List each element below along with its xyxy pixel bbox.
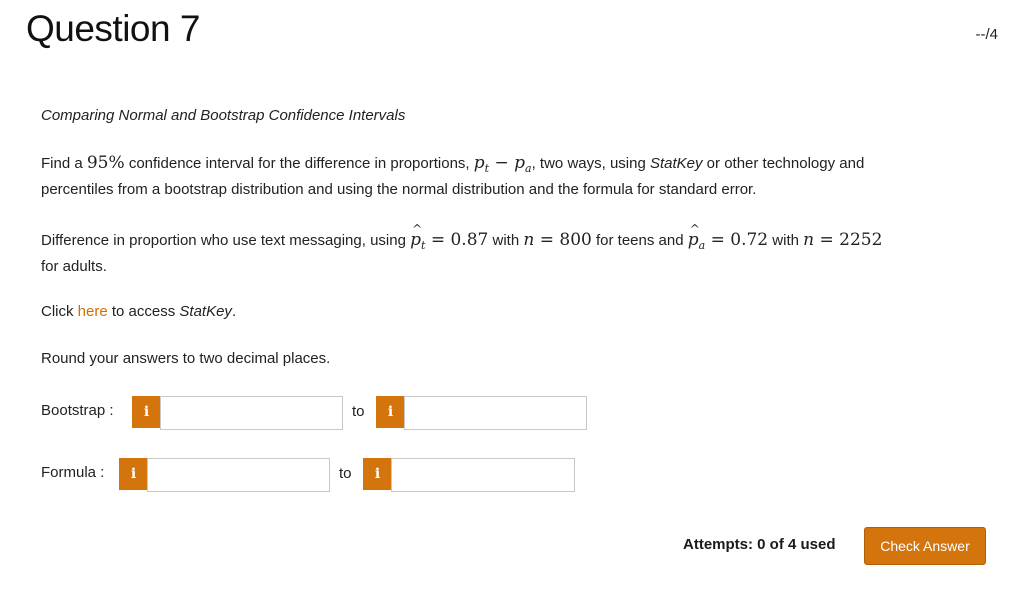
statkey-link[interactable]: here — [77, 303, 108, 320]
formula-label: Formula : — [41, 464, 105, 481]
p2-text: for teens and — [591, 232, 688, 249]
p-variable: p — [514, 153, 526, 173]
problem-statement — [41, 151, 864, 202]
bootstrap-to-label: to — [352, 403, 365, 420]
formula-lower-input[interactable] — [147, 458, 330, 492]
equals-sign: = — [534, 230, 560, 250]
p-hat-variable: ^ p — [410, 228, 421, 253]
p2-line2: for adults. — [41, 258, 107, 275]
p1-text: or other technology and — [702, 155, 865, 172]
teens-sample-size: 800 — [559, 230, 592, 250]
rounding-instruction: Round your answers to two decimal places. — [41, 350, 331, 367]
statkey-text: StatKey — [179, 303, 232, 320]
bootstrap-upper-input[interactable] — [404, 396, 587, 430]
confidence-level: 95% — [86, 153, 125, 173]
check-answer-button[interactable]: Check Answer — [864, 527, 986, 565]
formula-upper-info-icon[interactable]: i — [363, 458, 392, 490]
equals-sign: = — [425, 230, 451, 250]
bootstrap-upper-info-icon[interactable]: i — [376, 396, 405, 428]
p2-text: with — [768, 232, 804, 249]
subscript-a: a — [525, 162, 532, 175]
equals-sign: = — [705, 230, 731, 250]
statkey-instruction — [41, 299, 236, 324]
attempts-counter: Attempts: 0 of 4 used — [683, 536, 836, 553]
p1-line2: percentiles from a bootstrap distribution and using the normal distribution and the formula for standard error. — [41, 181, 757, 198]
question-subtitle: Comparing Normal and Bootstrap Confidence Intervals — [41, 107, 406, 124]
bootstrap-lower-info-icon[interactable]: i — [132, 396, 161, 428]
p-hat-variable: ^ p — [688, 228, 699, 253]
adults-sample-size: 2252 — [839, 230, 883, 250]
p1-text: Find a — [41, 155, 87, 172]
statkey-text: StatKey — [649, 155, 703, 172]
subscript-t: t — [421, 239, 426, 252]
p1-text: , two ways, using — [531, 155, 650, 172]
p2-text: Difference in proportion who use text messaging, using — [41, 232, 411, 249]
p-variable: p — [473, 153, 485, 173]
score-indicator: --/4 — [975, 26, 998, 43]
n-variable: n — [803, 230, 815, 250]
n-variable: n — [523, 230, 535, 250]
formula-lower-info-icon[interactable]: i — [119, 458, 148, 490]
bootstrap-lower-input[interactable] — [160, 396, 343, 430]
p3-text: to access — [107, 303, 180, 320]
p3-text: Click — [41, 303, 78, 320]
question-title: Question 7 — [26, 8, 200, 49]
subscript-a: a — [698, 239, 706, 252]
adults-proportion: 0.72 — [730, 230, 769, 250]
equals-sign: = — [814, 230, 840, 250]
formula-upper-input[interactable] — [391, 458, 575, 492]
subscript-t: t — [484, 162, 490, 175]
p3-text: . — [231, 303, 237, 320]
formula-to-label: to — [339, 465, 352, 482]
p1-text: confidence interval for the difference in proportions, — [124, 155, 474, 172]
data-statement — [41, 228, 882, 279]
bootstrap-label: Bootstrap : — [41, 402, 114, 419]
minus-sign: − — [489, 153, 515, 173]
teens-proportion: 0.87 — [450, 230, 489, 250]
p2-text: with — [488, 232, 524, 249]
